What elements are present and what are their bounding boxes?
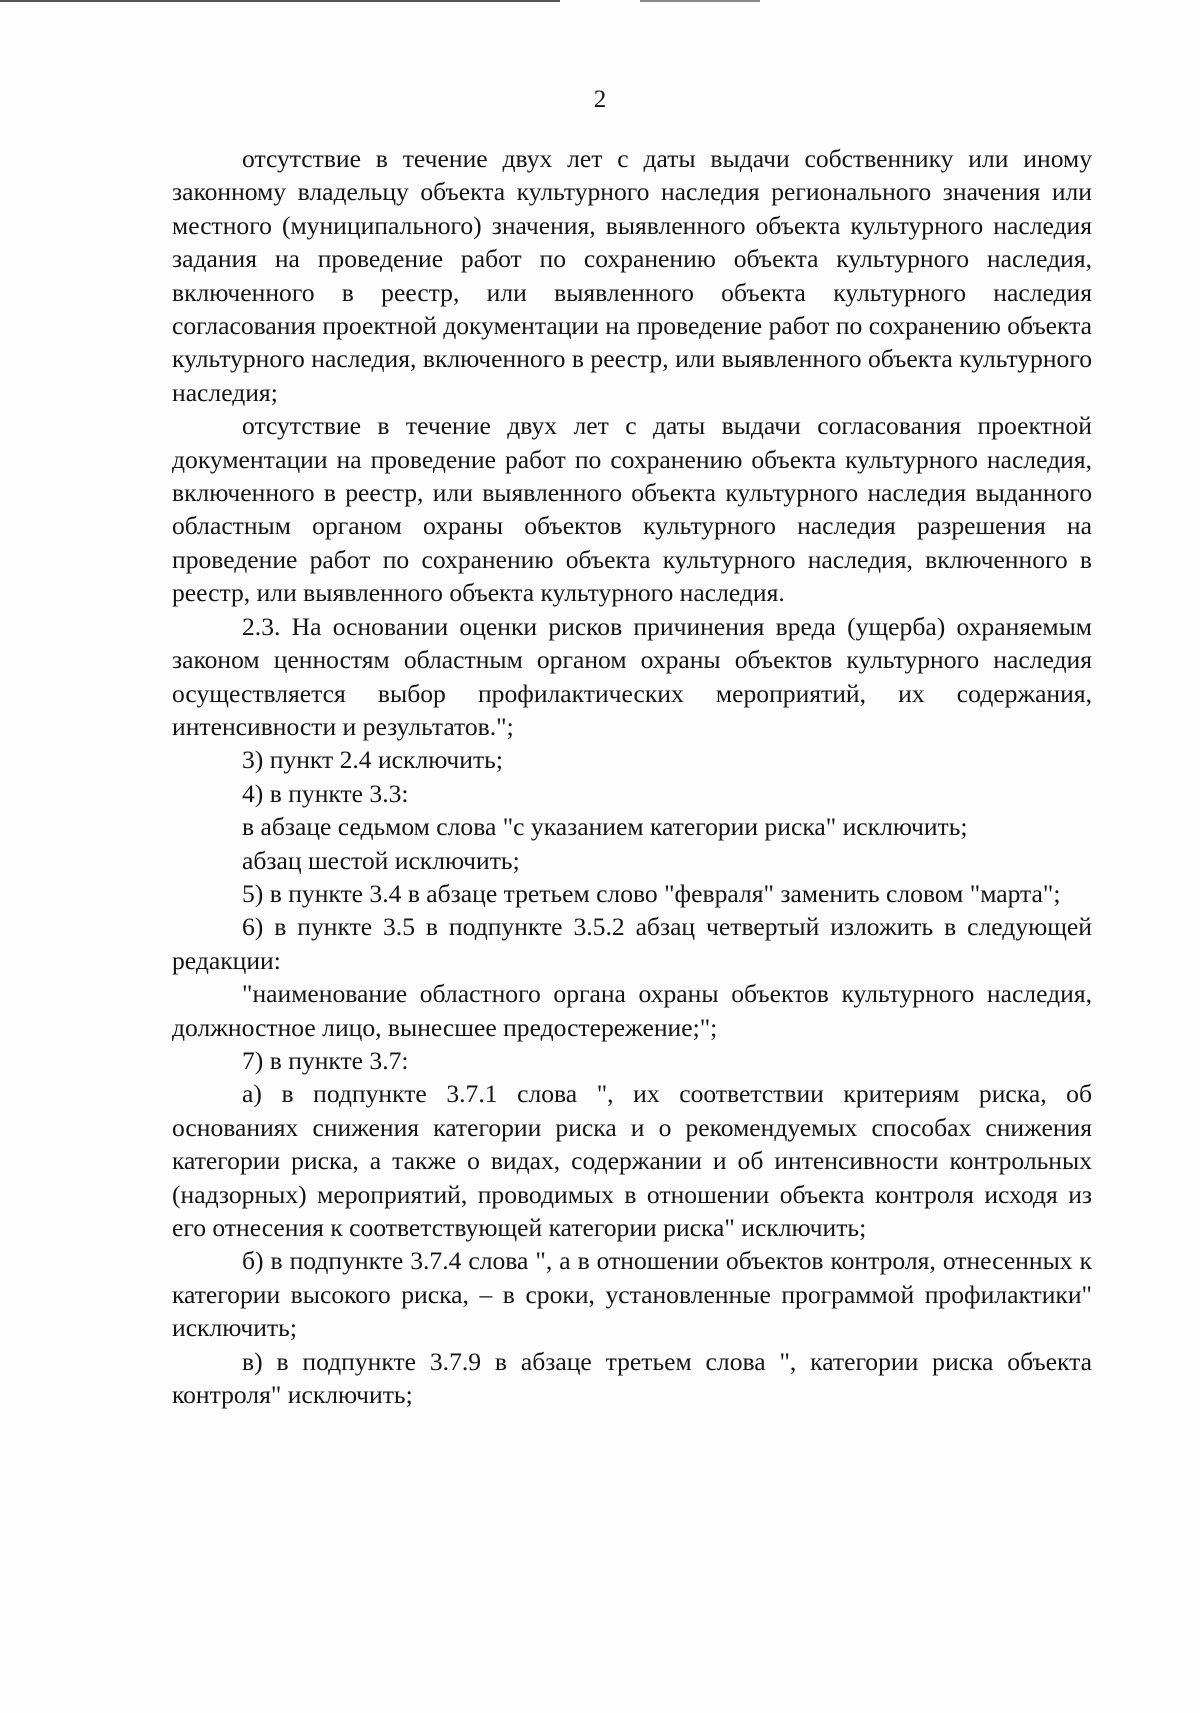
paragraph-12: а) в подпункте 3.7.1 слова ", их соответствии критериям риска, об основаниях снижения категории риска и о рекомендуемых способах снижения категории риска, а также о видах, содержании и об интенсивности контрольных (надзорных) мероприятий, проводимых в отношении объекта контроля исходя из его отнесения к соответствующей категории риска" исключить; <box>172 1079 1092 1242</box>
paragraph-5: 4) в пункте 3.3: <box>242 778 409 808</box>
scan-edge-line <box>0 0 1200 2</box>
document-body <box>172 142 1092 1411</box>
paragraph-13: б) в подпункте 3.7.4 слова ", а в отношении объектов контроля, отнесенных к категории высокого риска, – в сроки, установленные программой профилактики" исключить; <box>172 1246 1092 1343</box>
paragraph-11: 7) в пункте 3.7: <box>242 1045 409 1075</box>
paragraph-4: 3) пункт 2.4 исключить; <box>242 745 503 775</box>
page-number: 2 <box>593 86 607 113</box>
paragraph-6: в абзаце седьмом слова "с указанием категории риска" исключить; <box>242 812 968 842</box>
paragraph-3: 2.3. На основании оценки рисков причинения вреда (ущерба) охраняемым законом ценностям областным органом охраны объектов культурного наследия осуществляется выбор профилактических мероприятий, их содержания, интенсивности и результатов."; <box>172 611 1092 741</box>
paragraph-7: абзац шестой исключить; <box>242 845 520 875</box>
paragraph-14: в) в подпункте 3.7.9 в абзаце третьем слова ", категории риска объекта контроля" исключить; <box>172 1346 1092 1410</box>
paragraph-9: 6) в пункте 3.5 в подпункте 3.5.2 абзац четвертый изложить в следующей редакции: <box>172 912 1092 975</box>
paragraph-10: "наименование областного органа охраны объектов культурного наследия, должностное лицо, вынесшее предостережение;"; <box>172 979 1092 1042</box>
paragraph-1: отсутствие в течение двух лет с даты выдачи собственнику или иному законному владельцу объекта культурного наследия регионального значения или местного (муниципального) значения, выявленного объекта культурного наследия задания на проведение работ по сохранению объекта культурного наследия, включенного в реестр, или выявленного объекта культурного наследия согласования проектной документации на проведение работ по сохранению объекта культурного наследия, включенного в реестр, или выявленного объекта культурного наследия; <box>172 144 1092 407</box>
paragraph-2: отсутствие в течение двух лет с даты выдачи согласования проектной документации на проведение работ по сохранению объекта культурного наследия, включенного в реестр, или выявленного объекта культурного наследия выданного областным органом охраны объектов культурного наследия разрешения на проведение работ по сохранению объекта культурного наследия, включенного в реестр, или выявленного объекта культурного наследия. <box>172 411 1092 608</box>
paragraph-8: 5) в пункте 3.4 в абзаце третьем слово "февраля" заменить словом "марта"; <box>242 878 1061 908</box>
